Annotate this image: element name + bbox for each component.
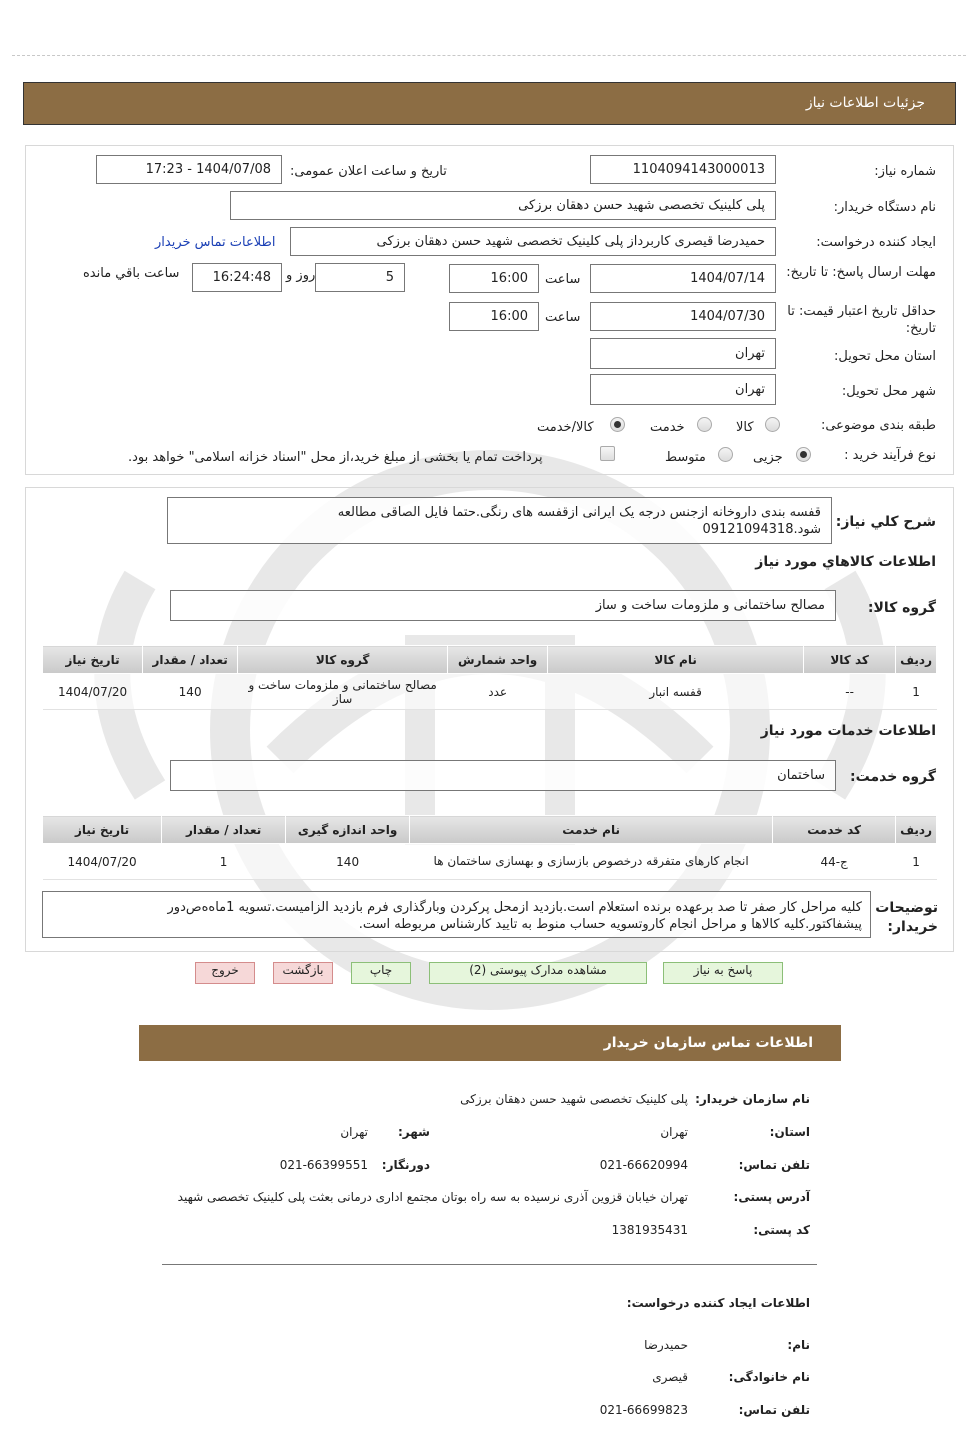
contact-address-label: آدرس پستی: (733, 1190, 810, 1204)
goods-cell-code: -- (804, 674, 896, 710)
attachments-button[interactable]: مشاهده مدارک پیوستی (2) (429, 962, 647, 984)
category-label: طبقه بندی موضوعی: (820, 418, 936, 433)
notes-box (42, 891, 871, 938)
province-field: تهران (590, 338, 776, 369)
category-radio-goods-service[interactable] (610, 417, 625, 432)
goods-header-group: گروه کالا (238, 646, 448, 674)
goods-cell-name: قفسه انبار (548, 674, 804, 710)
price-validity-label: حداقل تاریخ اعتبار قیمت: تا تاریخ: (787, 304, 936, 336)
services-header-date: تاریخ نیاز (43, 816, 162, 844)
goods-table (42, 645, 937, 710)
services-cell-row: 1 (896, 844, 937, 880)
contact-fax-value: 021-66399551 (279, 1158, 368, 1172)
top-divider (12, 55, 966, 56)
goods-group-field: مصالح ساختمانی و ملزومات ساخت و ساز (170, 590, 836, 621)
contact-city-value: تهران (340, 1125, 368, 1139)
contact-postal-value: 1381935431 (611, 1223, 688, 1237)
services-section-title: اطلاعات خدمات مورد نياز (760, 723, 936, 739)
services-header-name: نام خدمت (410, 816, 773, 844)
goods-header-unit: واحد شمارش (448, 646, 548, 674)
contact-org-value: پلی کلینیک تخصصی شهید حسن دهقان برزکی (460, 1092, 688, 1106)
contact-phone-value: 021-66620994 (599, 1158, 688, 1172)
category-radio-service[interactable] (697, 417, 712, 432)
services-header-row: رديف (896, 816, 937, 844)
contact-section-title: اطلاعات تماس سازمان خریدار (603, 1035, 813, 1051)
page-header (23, 82, 956, 125)
contact-fax-label: دورنگار: (381, 1158, 430, 1172)
goods-cell-qty: 140 (143, 674, 238, 710)
description-label: شرح کلي نياز: (835, 514, 936, 530)
table-row (43, 844, 937, 880)
purchase-type-label: نوع فرآیند خرید : (844, 448, 936, 463)
exit-button[interactable]: خروج (195, 962, 255, 984)
city-field: تهران (590, 374, 776, 405)
creator-field: حمیدرضا قیصری کاربرداز پلی کلینیک تخصصی شهید حسن دهقان برزکی (290, 227, 776, 256)
goods-header-name: نام کالا (548, 646, 804, 674)
contact-postal-label: کد پستی: (753, 1223, 810, 1237)
reply-button[interactable]: پاسخ به نیاز (663, 962, 783, 984)
contact-province-label: استان: (769, 1125, 810, 1139)
description-line2: شود.09121094318 (702, 522, 821, 537)
notes-label (875, 899, 938, 937)
need-number-label: شماره نیاز: (874, 164, 936, 179)
days-label: روز و (286, 268, 316, 283)
services-cell-unit: 140 (286, 844, 410, 880)
description-box (167, 497, 832, 544)
city-label: شهر محل تحویل: (841, 384, 936, 399)
announce-field: 1404/07/08 - 17:23 (96, 155, 282, 184)
price-time-label: ساعت (545, 310, 581, 325)
purchase-option-minor: جزیی (753, 450, 783, 465)
back-button[interactable]: بازگشت (273, 962, 333, 984)
services-header-code: کد خدمت (773, 816, 896, 844)
services-header-qty: تعداد / مقدار (162, 816, 286, 844)
creator-phone-value: 021-66699823 (599, 1403, 688, 1417)
service-group-label: گروه خدمت: (850, 769, 936, 785)
creator-info-title: اطلاعات ایجاد کننده درخواست: (626, 1296, 810, 1310)
creator-phone-label: تلفن تماس: (738, 1403, 810, 1417)
buyer-contact-link[interactable]: اطلاعات تماس خریدار (155, 235, 276, 250)
purchase-radio-minor[interactable] (796, 447, 811, 462)
announce-label: تاریخ و ساعت اعلان عمومی: (290, 164, 447, 179)
goods-cell-unit: عدد (448, 674, 548, 710)
creator-label: ایجاد کننده درخواست: (816, 235, 936, 250)
purchase-radio-medium[interactable] (718, 447, 733, 462)
services-table (42, 815, 937, 880)
notes-label-line2: خریدار: (887, 919, 938, 935)
goods-header-date: تاریخ نیاز (43, 646, 143, 674)
contact-phone-label: تلفن تماس: (738, 1158, 810, 1172)
notes-label-line1: توضیحات (875, 900, 938, 916)
service-group-field: ساختمان (170, 760, 836, 791)
creator-name-value: حمیدرضا (644, 1338, 688, 1352)
buyer-org-label: نام دستگاه خریدار: (833, 200, 936, 215)
goods-header-row: رديف (896, 646, 937, 674)
notes-line1: کلیه مراحل کار صفر تا صد برعهده برنده استعلام است.بازدید ازمحل پرکردن وبارگذاری فرم بازدید الزامیست.تسویه 1ماه‌ه‌ص‌دور (167, 900, 862, 915)
goods-header-qty: تعداد / مقدار (143, 646, 238, 674)
reply-time-label: ساعت (545, 272, 581, 287)
contact-org-label: نام سازمان خریدار: (695, 1092, 810, 1106)
contact-city-label: شهر: (398, 1125, 430, 1139)
goods-section-title: اطلاعات کالاهاي مورد نياز (755, 554, 936, 570)
services-cell-name: انجام کارهای متفرقه درخصوص بازسازی و بهسازی ساختمان ها (410, 844, 773, 880)
goods-cell-date: 1404/07/20 (43, 674, 143, 710)
treasury-payment-text: پرداخت تمام یا بخشی از مبلغ خرید،از محل "اسناد خزانه اسلامی" خواهد بود. (128, 450, 543, 465)
reply-deadline-label: مهلت ارسال پاسخ: تا تاریخ: (786, 265, 936, 280)
goods-group-label: گروه کالا: (867, 600, 936, 616)
remaining-field: 16:24:48 (192, 263, 282, 292)
creator-name-label: نام: (787, 1338, 810, 1352)
goods-cell-row: 1 (896, 674, 937, 710)
need-number-field: 1104094143000013 (590, 155, 776, 184)
price-date-field: 1404/07/30 (590, 302, 776, 331)
purchase-option-medium: متوسط (665, 450, 706, 465)
services-header-unit: واحد اندازه گیری (286, 816, 410, 844)
creator-family-label: نام خانوادگی: (728, 1370, 810, 1384)
table-row (43, 674, 937, 710)
category-option-goods: کالا (736, 420, 754, 435)
price-time-field: 16:00 (449, 302, 539, 331)
remaining-label: ساعت باقي مانده (83, 266, 180, 281)
contact-province-value: تهران (660, 1125, 688, 1139)
buyer-org-field: پلی کلینیک تخصصی شهید حسن دهقان برزکی (230, 191, 776, 220)
contact-address-value: تهران خیابان قزوین آذری نرسیده به سه راه بوتان مجتمع اداری درمانی بعثت پلی کلینیک تخصصی شهید (177, 1190, 688, 1204)
contact-section-header (139, 1025, 841, 1061)
services-cell-qty: 1 (162, 844, 286, 880)
days-field: 5 (315, 263, 405, 292)
category-option-service: خدمت (650, 420, 685, 435)
services-cell-date: 1404/07/20 (43, 844, 162, 880)
services-cell-code: ج-44 (773, 844, 896, 880)
print-button[interactable]: چاپ (351, 962, 411, 984)
notes-line2: پیشفاکتور.کلیه کالاها و مراحل انجام کاروتسویه حساب منوط به تایید کارشناس مربوطه است. (358, 917, 862, 932)
creator-family-value: قیصری (652, 1370, 688, 1384)
contact-divider (162, 1264, 817, 1265)
reply-time-field: 16:00 (449, 264, 539, 293)
treasury-payment-checkbox[interactable] (600, 446, 615, 461)
reply-date-field: 1404/07/14 (590, 264, 776, 293)
category-radio-goods[interactable] (765, 417, 780, 432)
page-title: جزئیات اطلاعات نیاز (805, 95, 925, 111)
description-line1: قفسه بندی داروخانه ازجنس درجه یک ایرانی ازقفسه های رنگی.حتما فایل الصاقی مطالعه (337, 505, 821, 520)
category-option-goods-service: کالا/خدمت (537, 420, 594, 435)
province-label: استان محل تحویل: (834, 349, 936, 364)
goods-header-code: کد کالا (804, 646, 896, 674)
goods-cell-group: مصالح ساختمانی و ملزومات ساخت و ساز (238, 674, 448, 710)
